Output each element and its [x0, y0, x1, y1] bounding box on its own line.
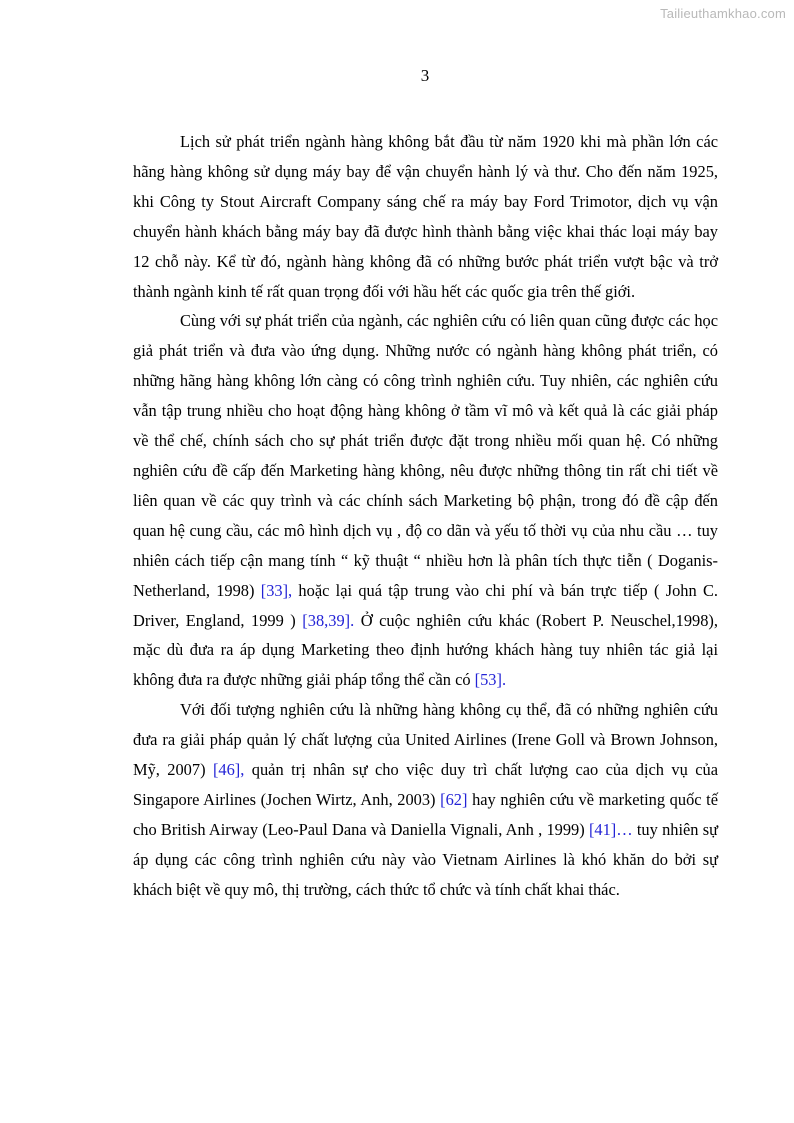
citation-link[interactable]: [38,39]. — [302, 610, 355, 630]
text-run: tuy nhiên sự áp dụng các công trình nghiên cứu này vào Vietnam Airlines là khó khăn do bởi sự khách biệt về quy mô, thị trường, cách thức tổ chức và tính chất khai thác. — [133, 819, 718, 899]
text-run: Lịch sử phát triển ngành hàng không bắt đầu từ năm 1920 khi mà phần lớn các hãng hàng không sử dụng máy bay để vận chuyển hành lý và thư. Cho đến năm 1925, khi Công ty Stout Aircraft Company sáng chế ra máy bay Ford Trimotor, dịch vụ vận chuyển hành khách bằng máy bay đã được hình thành bằng việc khai thác loại máy bay 12 chỗ này. Kể từ đó, ngành hàng không đã có những bước phát triển vượt bậc và trở thành ngành kinh tế rất quan trọng đối với hầu hết các quốc gia trên thế giới. — [133, 132, 718, 301]
citation-link[interactable]: [53]. — [474, 670, 507, 690]
citation-link[interactable]: [46], — [212, 760, 245, 780]
paragraph-3 — [133, 695, 718, 904]
text-run: hay nghiên cứu về marketing quốc tế cho British Airway (Leo-Paul Dana và Daniella Vignali, Anh , 1999) — [133, 789, 718, 839]
paragraph-1 — [133, 127, 718, 306]
text-run: Với đối tượng nghiên cứu là những hàng không cụ thể, đã có những nghiên cứu đưa ra giải pháp quản lý chất lượng của United Airlines (Irene Goll và Brown Johnson, Mỹ, 2007) — [133, 700, 718, 780]
text-run: quản trị nhân sự cho việc duy trì chất lượng cao của dịch vụ của Singapore Airlines (Jochen Wirtz, Anh, 2003) — [133, 760, 718, 809]
citation-link[interactable]: [41]… — [588, 819, 633, 839]
paragraph-2 — [133, 306, 718, 695]
document-body — [133, 127, 718, 905]
text-run: hoặc lại quá tập trung vào chi phí và bán trực tiếp ( John C. Driver, England, 1999 ) — [133, 580, 718, 630]
page-number: 3 — [420, 66, 430, 85]
citation-link[interactable]: [33], — [260, 580, 293, 600]
text-run: Cùng với sự phát triển của ngành, các nghiên cứu có liên quan cũng được các học giả phát triển và đưa vào ứng dụng. Những nước có ngành hàng không phát triển, có những hãng hàng không lớn càng có công trình nghiên cứu. Tuy nhiên, các nghiên cứu vẫn tập trung nhiều cho hoạt động hàng không ở tầm vĩ mô và kết quả là các giải pháp về thể chế, chính sách cho sự phát triển được đặt trong nhiều mối quan hệ. Có những nghiên cứu đề cấp đến Marketing hàng không, nêu được những thông tin rất chi tiết về liên quan về các quy trình và các chính sách Marketing bộ phận, trong đó đề cập đến quan hệ cung cầu, các mô hình dịch vụ , độ co dãn và yếu tố thời vụ của nhu cầu … tuy nhiên cách tiếp cận mang tính “ kỹ thuật “ nhiều hơn là phân tích thực tiễn ( Doganis- Netherland, 1998) — [133, 311, 718, 600]
citation-link[interactable]: [62] — [440, 789, 468, 809]
watermark: Tailieuthamkhao.com — [660, 6, 786, 21]
text-run: Ở cuộc nghiên cứu khác (Robert P. Neuschel,1998), mặc dù đưa ra áp dụng Marketing theo định hướng khách hàng tuy nhiên tác giả lại không đưa ra được những giải pháp tổng thể cần có — [133, 610, 718, 690]
